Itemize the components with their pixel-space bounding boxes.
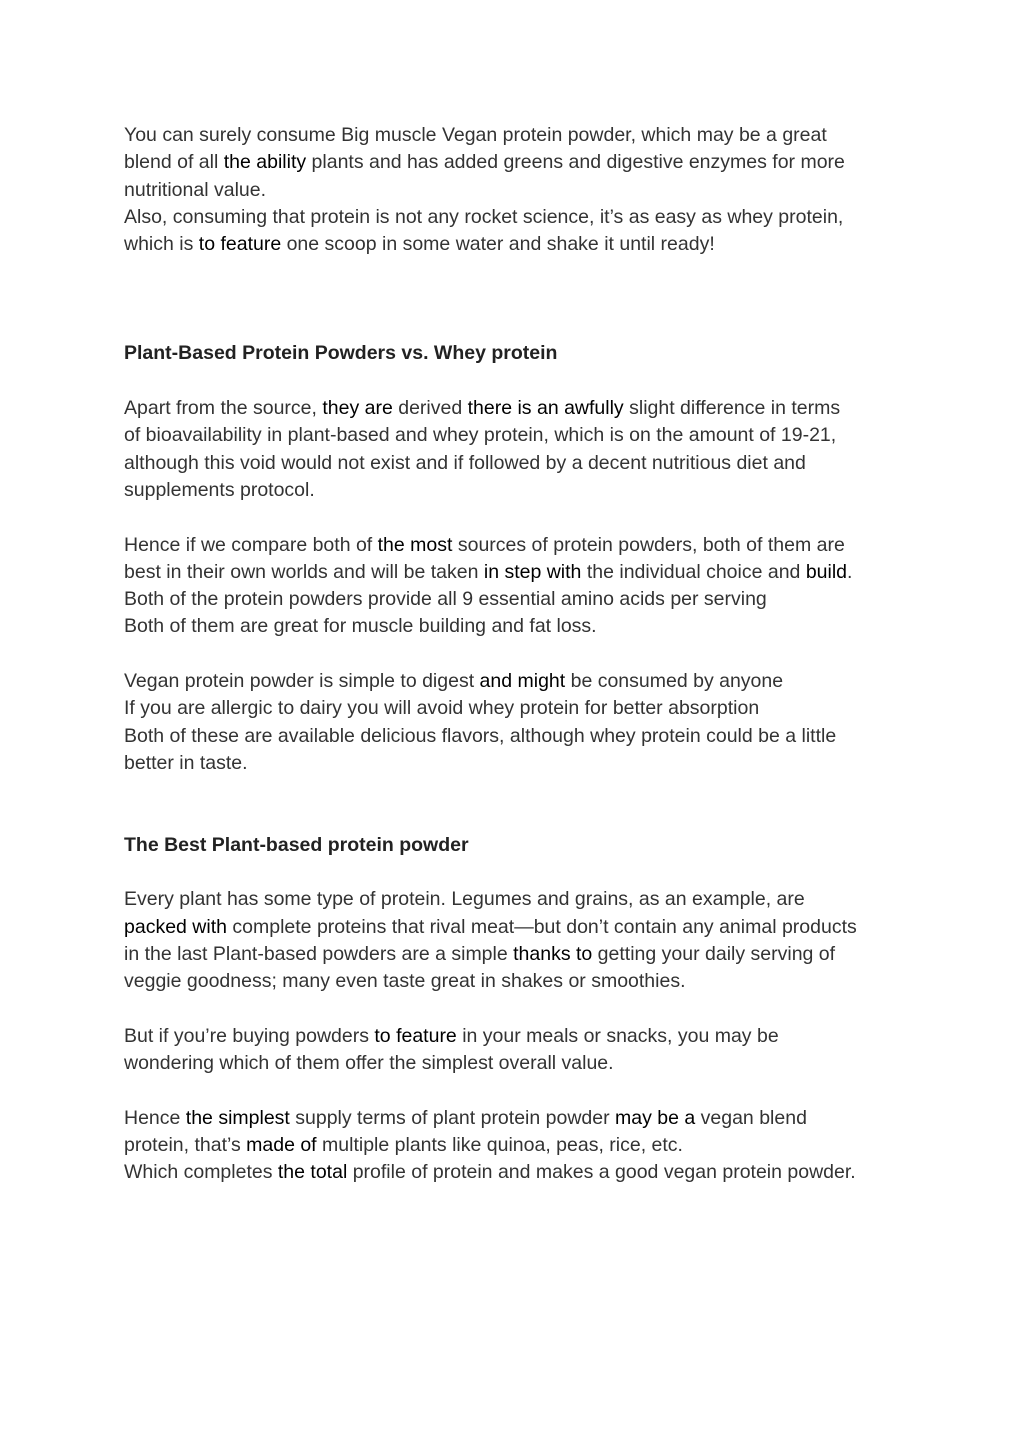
highlighted-phrase: in step with [483,560,582,583]
text-line [124,586,914,613]
highlighted-phrase: packed with [124,915,227,938]
text-line [124,477,914,504]
text-segment: Hence if we compare both of [124,533,378,556]
highlighted-phrase: there is an awfully [467,397,624,420]
text-line [124,395,914,422]
text-segment: nutritional value. [124,178,267,201]
text-segment: Every plant has some type of protein. Legumes and grains, as an example, are [124,888,805,911]
text-segment: protein, that’s [124,1134,247,1157]
text-line [124,723,914,750]
text-segment: best in their own worlds and will be taken [124,560,484,583]
spacer [124,1078,914,1105]
spacer [124,641,914,668]
text-line [124,422,914,449]
text-segment: in the last Plant-based powders are a simple [124,943,514,966]
highlighted-phrase: the total [277,1161,348,1184]
highlighted-phrase: made of [246,1134,317,1157]
text-segment: Hence [124,1106,186,1129]
text-line [124,204,914,231]
bioavailability-paragraph [124,395,914,504]
text-line [124,750,914,777]
highlighted-phrase: the most [377,533,453,556]
text-segment: Both of them are great for muscle building and fat loss. [124,615,597,638]
text-segment: which is [124,233,199,256]
text-segment: Vegan protein powder is simple to digest [124,670,480,693]
simplest-supply-paragraph [124,1105,914,1187]
text-segment: But if you’re buying powders [124,1024,375,1047]
highlighted-phrase: the ability [223,151,307,174]
text-segment: of bioavailability in plant-based and whey protein, which is on the amount of 19-21, [124,424,837,447]
intro-paragraph [124,122,914,258]
text-line [124,613,914,640]
text-segment: veggie goodness; many even taste great in shakes or smoothies. [124,970,686,993]
text-line [124,1050,914,1077]
spacer [124,996,914,1023]
section-heading-best-plant-based: The Best Plant-based protein powder [124,833,469,856]
highlighted-phrase: and might [479,670,566,693]
text-segment: Both of the protein powders provide all 9 essential amino acids per serving [124,588,767,611]
document-page [124,122,914,1187]
text-segment: one scoop in some water and shake it until ready! [281,233,715,256]
text-line [124,941,914,968]
text-segment: . [847,560,853,583]
text-line [124,450,914,477]
text-segment: vegan blend [695,1106,807,1129]
spacer [124,777,914,832]
text-segment: plants and has added greens and digestive enzymes for more [306,151,845,174]
highlighted-phrase: to feature [198,233,282,256]
text-line [124,695,914,722]
spacer [124,504,914,531]
text-segment: blend of all [124,151,224,174]
text-segment: Also, consuming that protein is not any rocket science, it’s as easy as whey protein, [124,205,844,228]
text-segment: If you are allergic to dairy you will avoid whey protein for better absorption [124,697,760,720]
text-line [124,886,914,913]
spacer [124,368,914,395]
text-segment: complete proteins that rival meat—but don’t contain any animal products [226,915,857,938]
text-line [124,231,914,258]
text-segment: wondering which of them offer the simplest overall value. [124,1052,614,1075]
text-line [124,668,914,695]
text-line [124,532,914,559]
text-segment: Both of these are available delicious flavors, although whey protein could be a little [124,724,837,747]
text-segment: Which completes [124,1161,278,1184]
text-segment: slight difference in terms [623,397,841,420]
buying-powders-paragraph [124,1023,914,1078]
text-segment: better in taste. [124,751,248,774]
highlighted-phrase: the simplest [185,1106,290,1129]
text-segment: be consumed by anyone [565,670,784,693]
highlighted-phrase: they are [322,397,393,420]
text-line [124,968,914,995]
digestion-paragraph [124,668,914,777]
text-line [124,1105,914,1132]
text-segment: sources of protein powders, both of them are [452,533,845,556]
spacer [124,859,914,886]
comparison-paragraph [124,532,914,641]
text-segment: supplements protocol. [124,478,315,501]
text-line [124,149,914,176]
highlighted-phrase: thanks to [513,943,593,966]
text-line [124,914,914,941]
highlighted-phrase: build [805,560,848,583]
text-line [124,1023,914,1050]
text-segment: multiple plants like quinoa, peas, rice, etc. [316,1134,683,1157]
text-segment: the individual choice and [581,560,806,583]
text-segment: Apart from the source, [124,397,323,420]
text-line [124,122,914,149]
highlighted-phrase: may be a [615,1106,696,1129]
text-line [124,1159,914,1186]
text-segment: getting your daily serving of [592,943,836,966]
text-segment: profile of protein and makes a good vegan protein powder. [347,1161,856,1184]
text-line [124,1132,914,1159]
text-segment: in your meals or snacks, you may be [456,1024,779,1047]
text-segment: You can surely consume Big muscle Vegan protein powder, which may be a great [124,124,827,146]
spacer [124,258,914,340]
every-plant-paragraph [124,886,914,995]
highlighted-phrase: to feature [374,1024,457,1047]
text-segment: derived [392,397,468,420]
section-heading-plant-vs-whey: Plant-Based Protein Powders vs. Whey protein [124,342,558,365]
text-segment: although this void would not exist and if followed by a decent nutritious diet and [124,451,806,474]
text-segment: supply terms of plant protein powder [289,1106,616,1129]
text-line [124,559,914,586]
text-line [124,177,914,204]
